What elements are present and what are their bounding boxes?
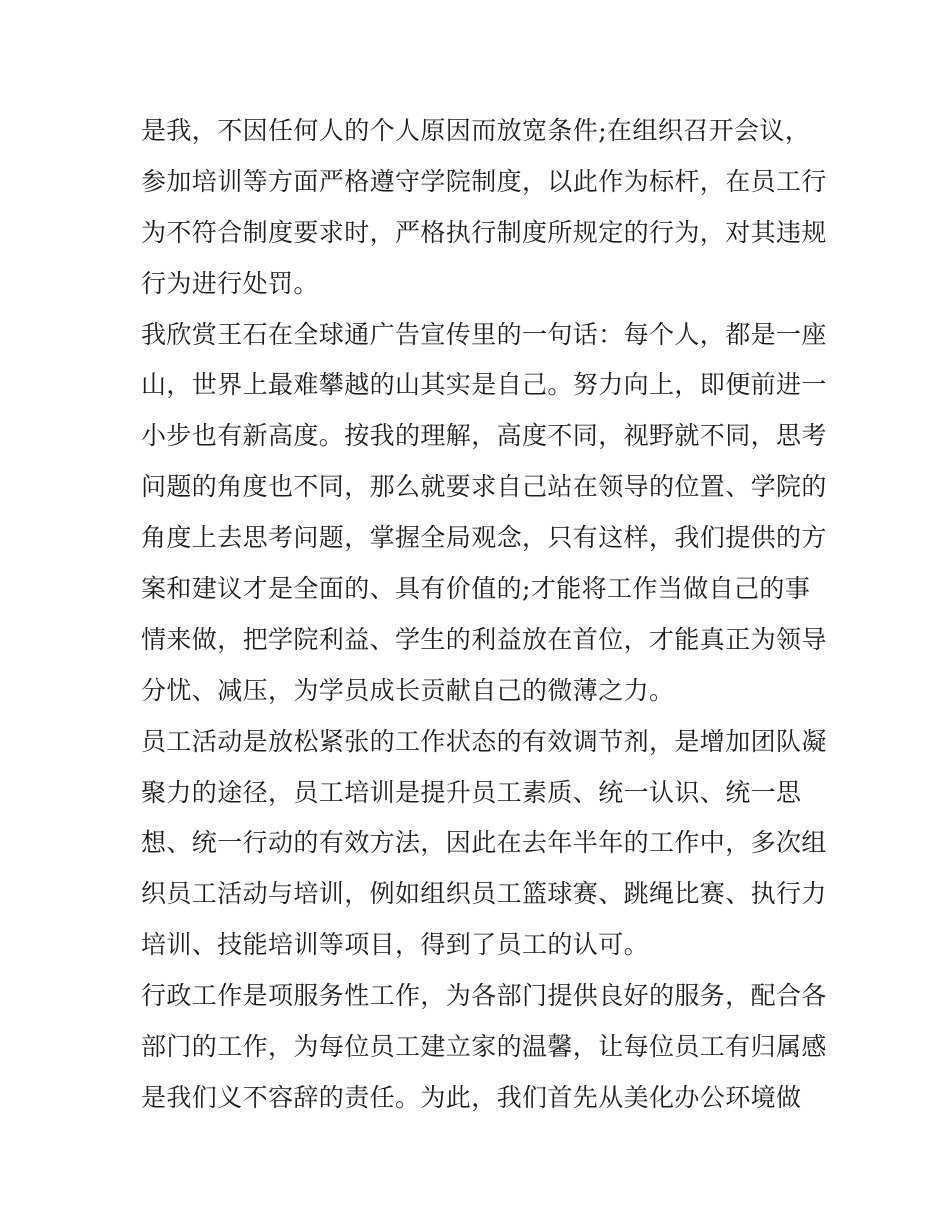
text-line: 部门的工作，为每位员工建立家的温馨，让每位员工有归属感 <box>141 1032 827 1062</box>
text-line: 员工活动是放松紧张的工作状态的有效调节剂，是增加团队凝 <box>141 726 827 756</box>
text-line: 小步也有新高度。按我的理解，高度不同，视野就不同，思考 <box>141 421 827 451</box>
text-line: 想、统一行动的有效方法，因此在去年半年的工作中，多次组 <box>141 828 827 858</box>
text-line: 是我，不因任何人的个人原因而放宽条件;在组织召开会议， <box>141 116 811 145</box>
text-line: 是我们义不容辞的责任。为此，我们首先从美化办公环境做 <box>141 1082 802 1112</box>
text-line: 案和建议才是全面的、具有价值的;才能将工作当做自己的事 <box>141 574 811 604</box>
text-line: 山，世界上最难攀越的山其实是自己。努力向上，即便前进一 <box>141 370 827 400</box>
text-line: 分忧、减压，为学员成长贡献自己的微薄之力。 <box>141 675 675 705</box>
text-line: 我欣赏王石在全球通广告宣传里的一句话：每个人，都是一座 <box>141 319 827 349</box>
text-line: 情来做，把学院利益、学生的利益放在首位，才能真正为领导 <box>141 624 827 654</box>
text-line: 角度上去思考问题，掌握全局观念，只有这样，我们提供的方 <box>141 523 827 553</box>
text-line: 聚力的途径，员工培训是提升员工素质、统一认识、统一思 <box>141 777 802 807</box>
text-line: 行为进行处罚。 <box>141 268 319 298</box>
document-body <box>141 106 831 1124</box>
text-line: 行政工作是项服务性工作，为各部门提供良好的服务，配合各 <box>141 981 827 1011</box>
text-line: 培训、技能培训等项目，得到了员工的认可。 <box>141 930 650 960</box>
text-line: 织员工活动与培训，例如组织员工篮球赛、跳绳比赛、执行力 <box>141 879 827 909</box>
text-line: 为不符合制度要求时，严格执行制度所规定的行为，对其违规 <box>141 217 827 247</box>
text-line: 问题的角度也不同，那么就要求自己站在领导的位置、学院的 <box>141 472 827 502</box>
text-line: 参加培训等方面严格遵守学院制度，以此作为标杆，在员工行 <box>141 166 827 196</box>
